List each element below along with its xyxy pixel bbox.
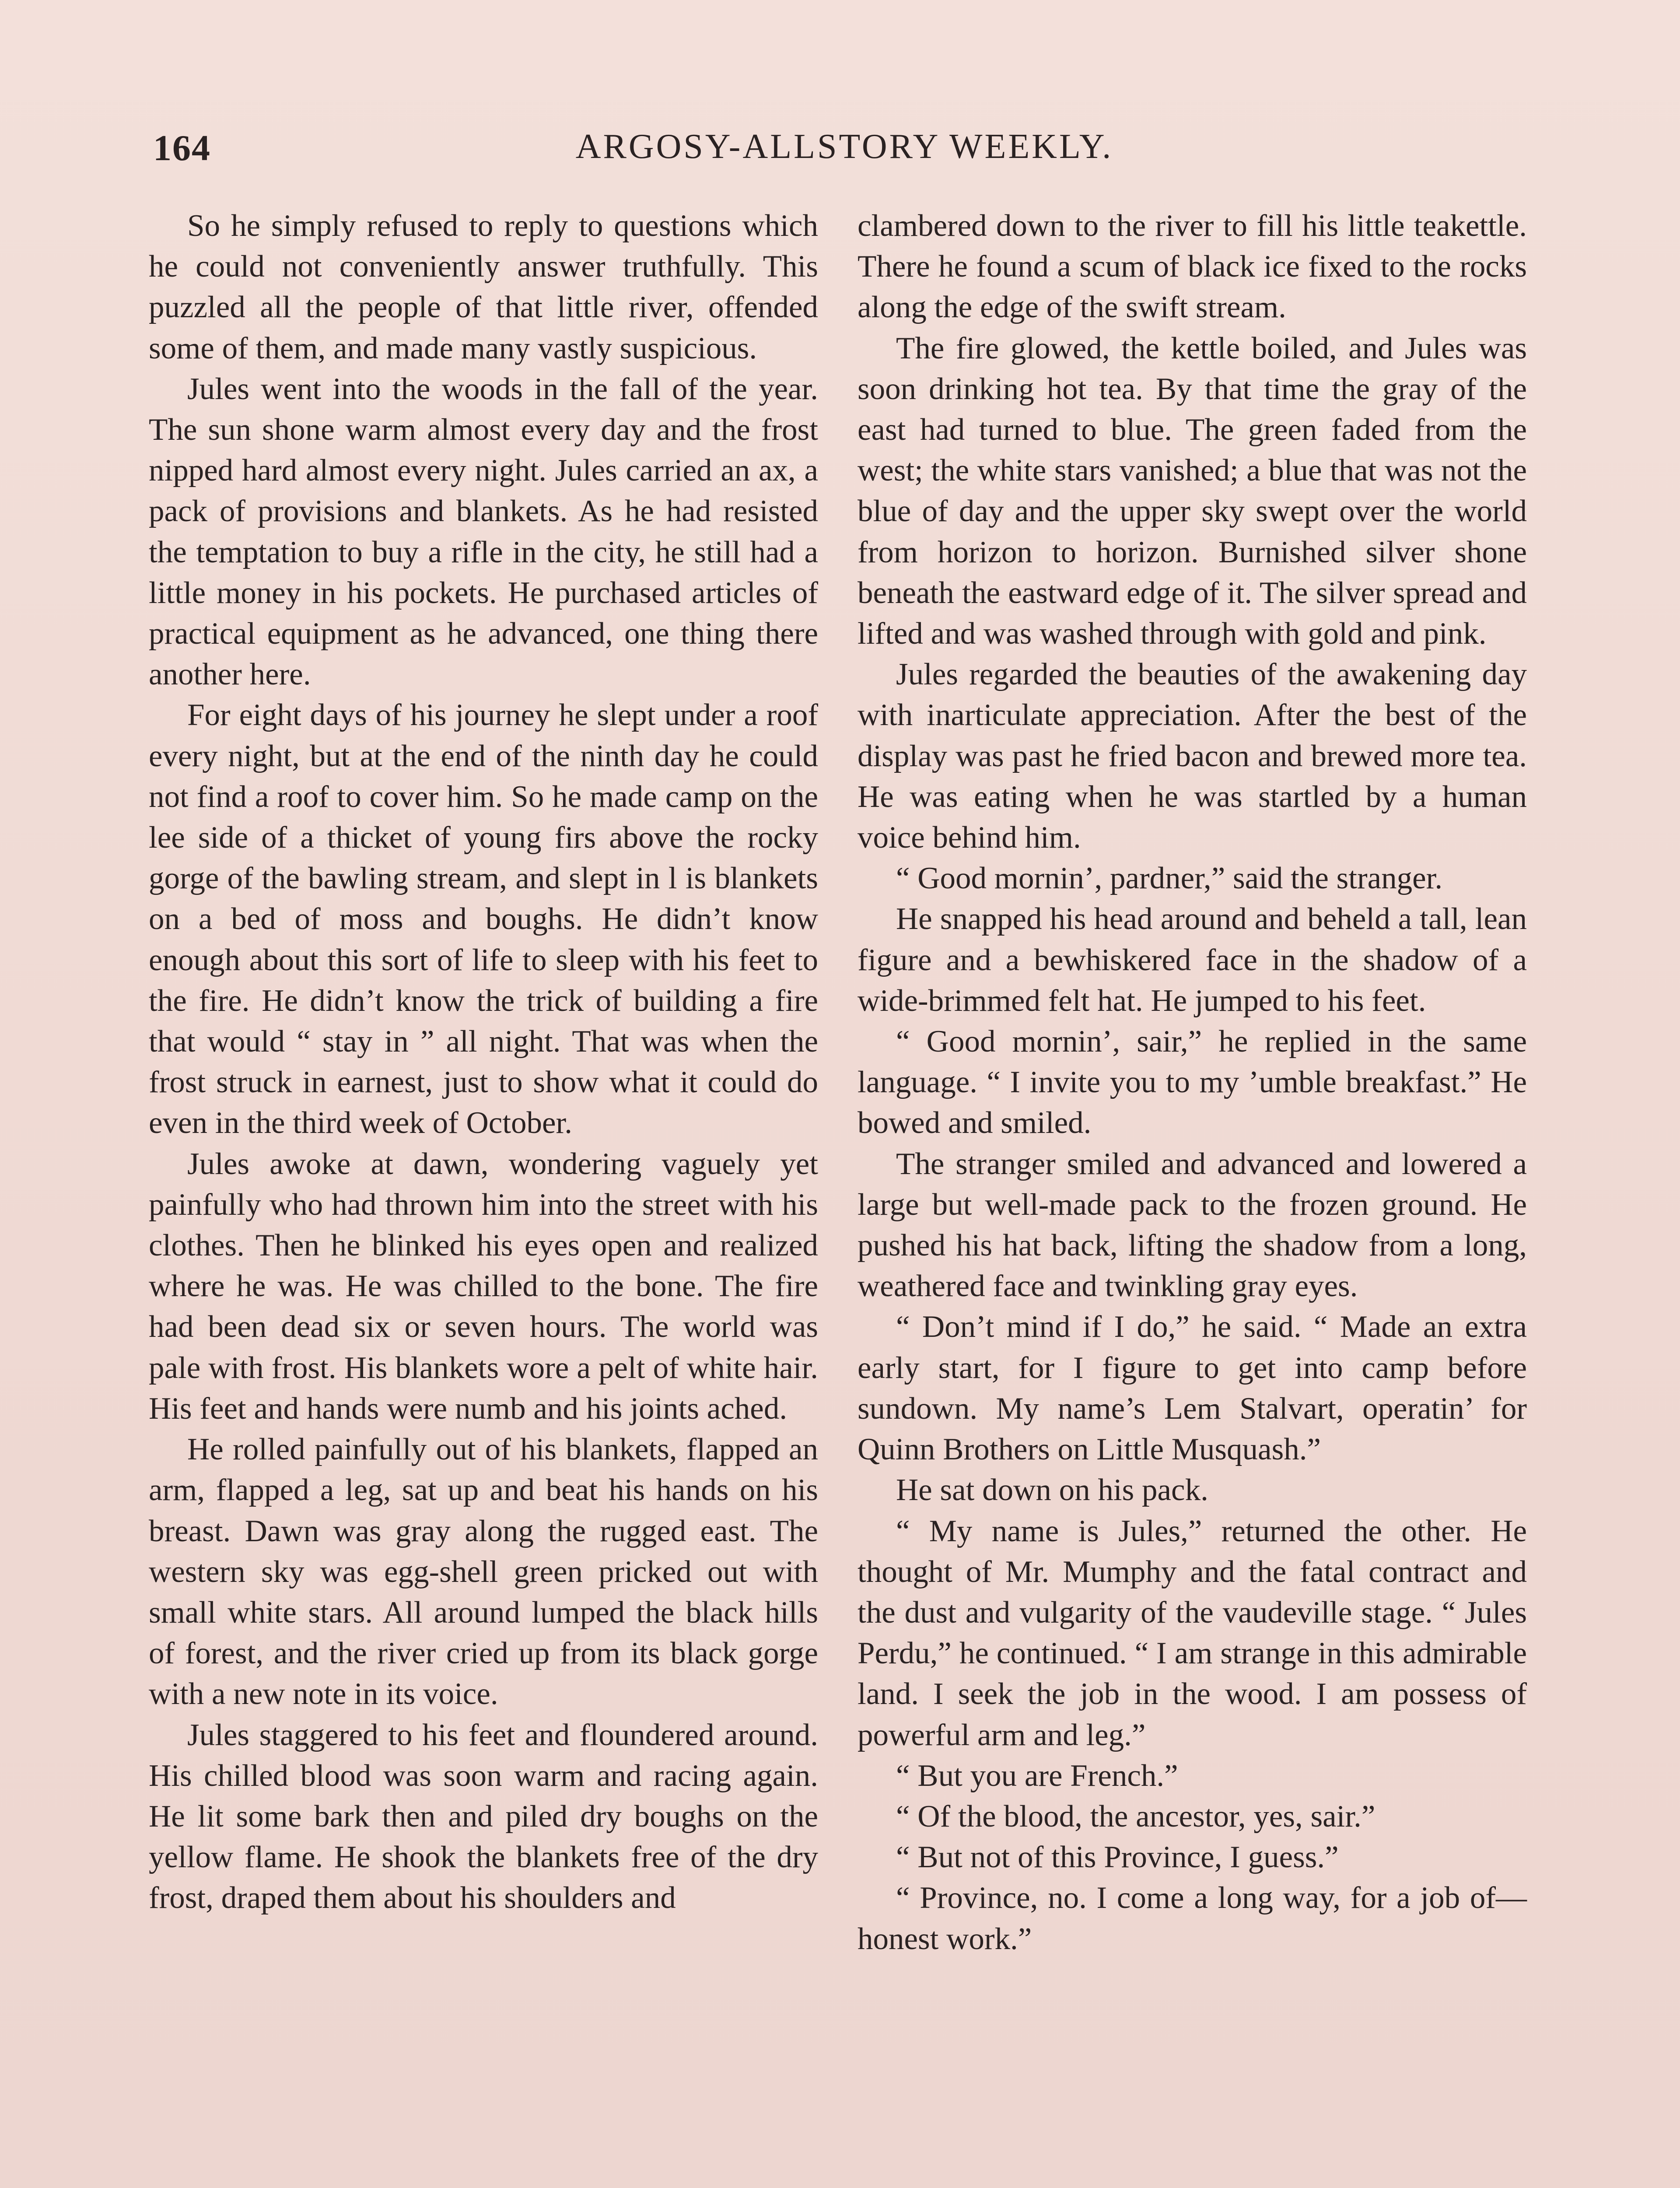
paragraph: For eight days of his journey he slept under a roof every night, but at the end of the ninth day he could not find a roof to cover him. So he made camp on the lee side of a thicket of young firs above the rocky gorge of the bawling stream, and slept in l is blankets on a bed of moss and boughs. He didn’t know enough about this sort of life to sleep with his feet to the fire. He didn’t know the trick of building a fire that would “ stay in ” all night. That was when the frost struck in earnest, just to show what it could do even in the third week of October. — [149, 698, 818, 1140]
paragraph: “ Don’t mind if I do,” he said. “ Made an extra early start, for I figure to get into camp before sundown. My name’s Lem Stalvart, operatin’ for Quinn Brothers on Little Musquash.” — [858, 1310, 1527, 1467]
running-title: ARGOSY-ALLSTORY WEEKLY. — [575, 127, 1113, 166]
page-header — [153, 127, 1536, 184]
paragraph: He snapped his head around and beheld a tall, lean figure and a bewhiskered face in the shadow of a wide-brimmed felt hat. He jumped to his feet. — [858, 902, 1527, 1018]
left-column — [149, 206, 818, 1919]
paragraph: Jules regarded the beauties of the awakening day with inarticulate appreciation. After the best of the display was past he fried bacon and brewed more tea. He was eating when he was startled by a human voice behind him. — [858, 657, 1527, 855]
paragraph: So he simply refused to reply to questions which he could not conveniently answer truthfully. This puzzled all the people of that little river, offended some of them, and made many vastly suspicious. — [149, 209, 818, 365]
paragraph: “ My name is Jules,” returned the other. He thought of Mr. Mumphy and the fatal contract and the dust and vulgarity of the vaudeville stage. “ Jules Perdu,” he continued. “ I am strange in this admirable land. I seek the job in the wood. I am possess of powerful arm and leg.” — [858, 1514, 1527, 1752]
paragraph: “ But not of this Province, I guess.” — [896, 1840, 1339, 1875]
paragraph: “ Good mornin’, sair,” he replied in the same language. “ I invite you to my ’umble breakfast.” He bowed and smiled. — [858, 1024, 1527, 1140]
paragraph: “ Of the blood, the ancestor, yes, sair.” — [896, 1799, 1376, 1834]
right-column — [858, 206, 1527, 1960]
paragraph: He sat down on his pack. — [896, 1473, 1208, 1508]
paragraph: He rolled painfully out of his blankets, flapped an arm, flapped a leg, sat up and beat his hands on his breast. Dawn was gray along the rugged east. The western sky was egg-shell green pricked out with small white stars. All around lumped the black hills of forest, and the river cried up from its black gorge with a new note in its voice. — [149, 1432, 818, 1711]
paragraph: The fire glowed, the kettle boiled, and Jules was soon drinking hot tea. By that time the gray of the east had turned to blue. The green faded from the west; the white stars vanished; a blue that was not the blue of day and the upper sky swept over the world from horizon to horizon. Burnished silver shone beneath the eastward edge of it. The silver spread and lifted and was washed through with gold and pink. — [858, 331, 1527, 651]
paragraph: “ But you are French.” — [896, 1758, 1178, 1793]
paragraph: Jules staggered to his feet and floundered around. His chilled blood was soon warm and racing again. He lit some bark then and piled dry boughs on the yellow flame. He shook the blankets free of the dry frost, draped them about his shoulders and — [149, 1718, 818, 1915]
paragraph: The stranger smiled and advanced and lowered a large but well-made pack to the frozen ground. He pushed his hat back, lifting the shadow from a long, weathered face and twinkling gray eyes. — [858, 1147, 1527, 1304]
page-number: 164 — [153, 128, 211, 168]
paragraph-continuation: clambered down to the river to fill his little teakettle. There he found a scum of black ice fixed to the rocks along the edge of the swift stream. — [858, 209, 1527, 325]
paragraph: Jules awoke at dawn, wondering vaguely yet painfully who had thrown him into the street with his clothes. Then he blinked his eyes open and realized where he was. He was chilled to the bone. The fire had been dead six or seven hours. The world was pale with frost. His blankets wore a pelt of white hair. His feet and hands were numb and his joints ached. — [149, 1147, 818, 1426]
paragraph: Jules went into the woods in the fall of the year. The sun shone warm almost every day and the frost nipped hard almost every night. Jules carried an ax, a pack of provisions and blankets. As he had resisted the temptation to buy a rifle in the city, he still had a little money in his pockets. He purchased articles of practical equipment as he advanced, one thing there another here. — [149, 372, 818, 692]
paragraph: “ Province, no. I come a long way, for a job of—honest work.” — [858, 1881, 1527, 1956]
paragraph: “ Good mornin’, pardner,” said the stranger. — [896, 861, 1443, 896]
